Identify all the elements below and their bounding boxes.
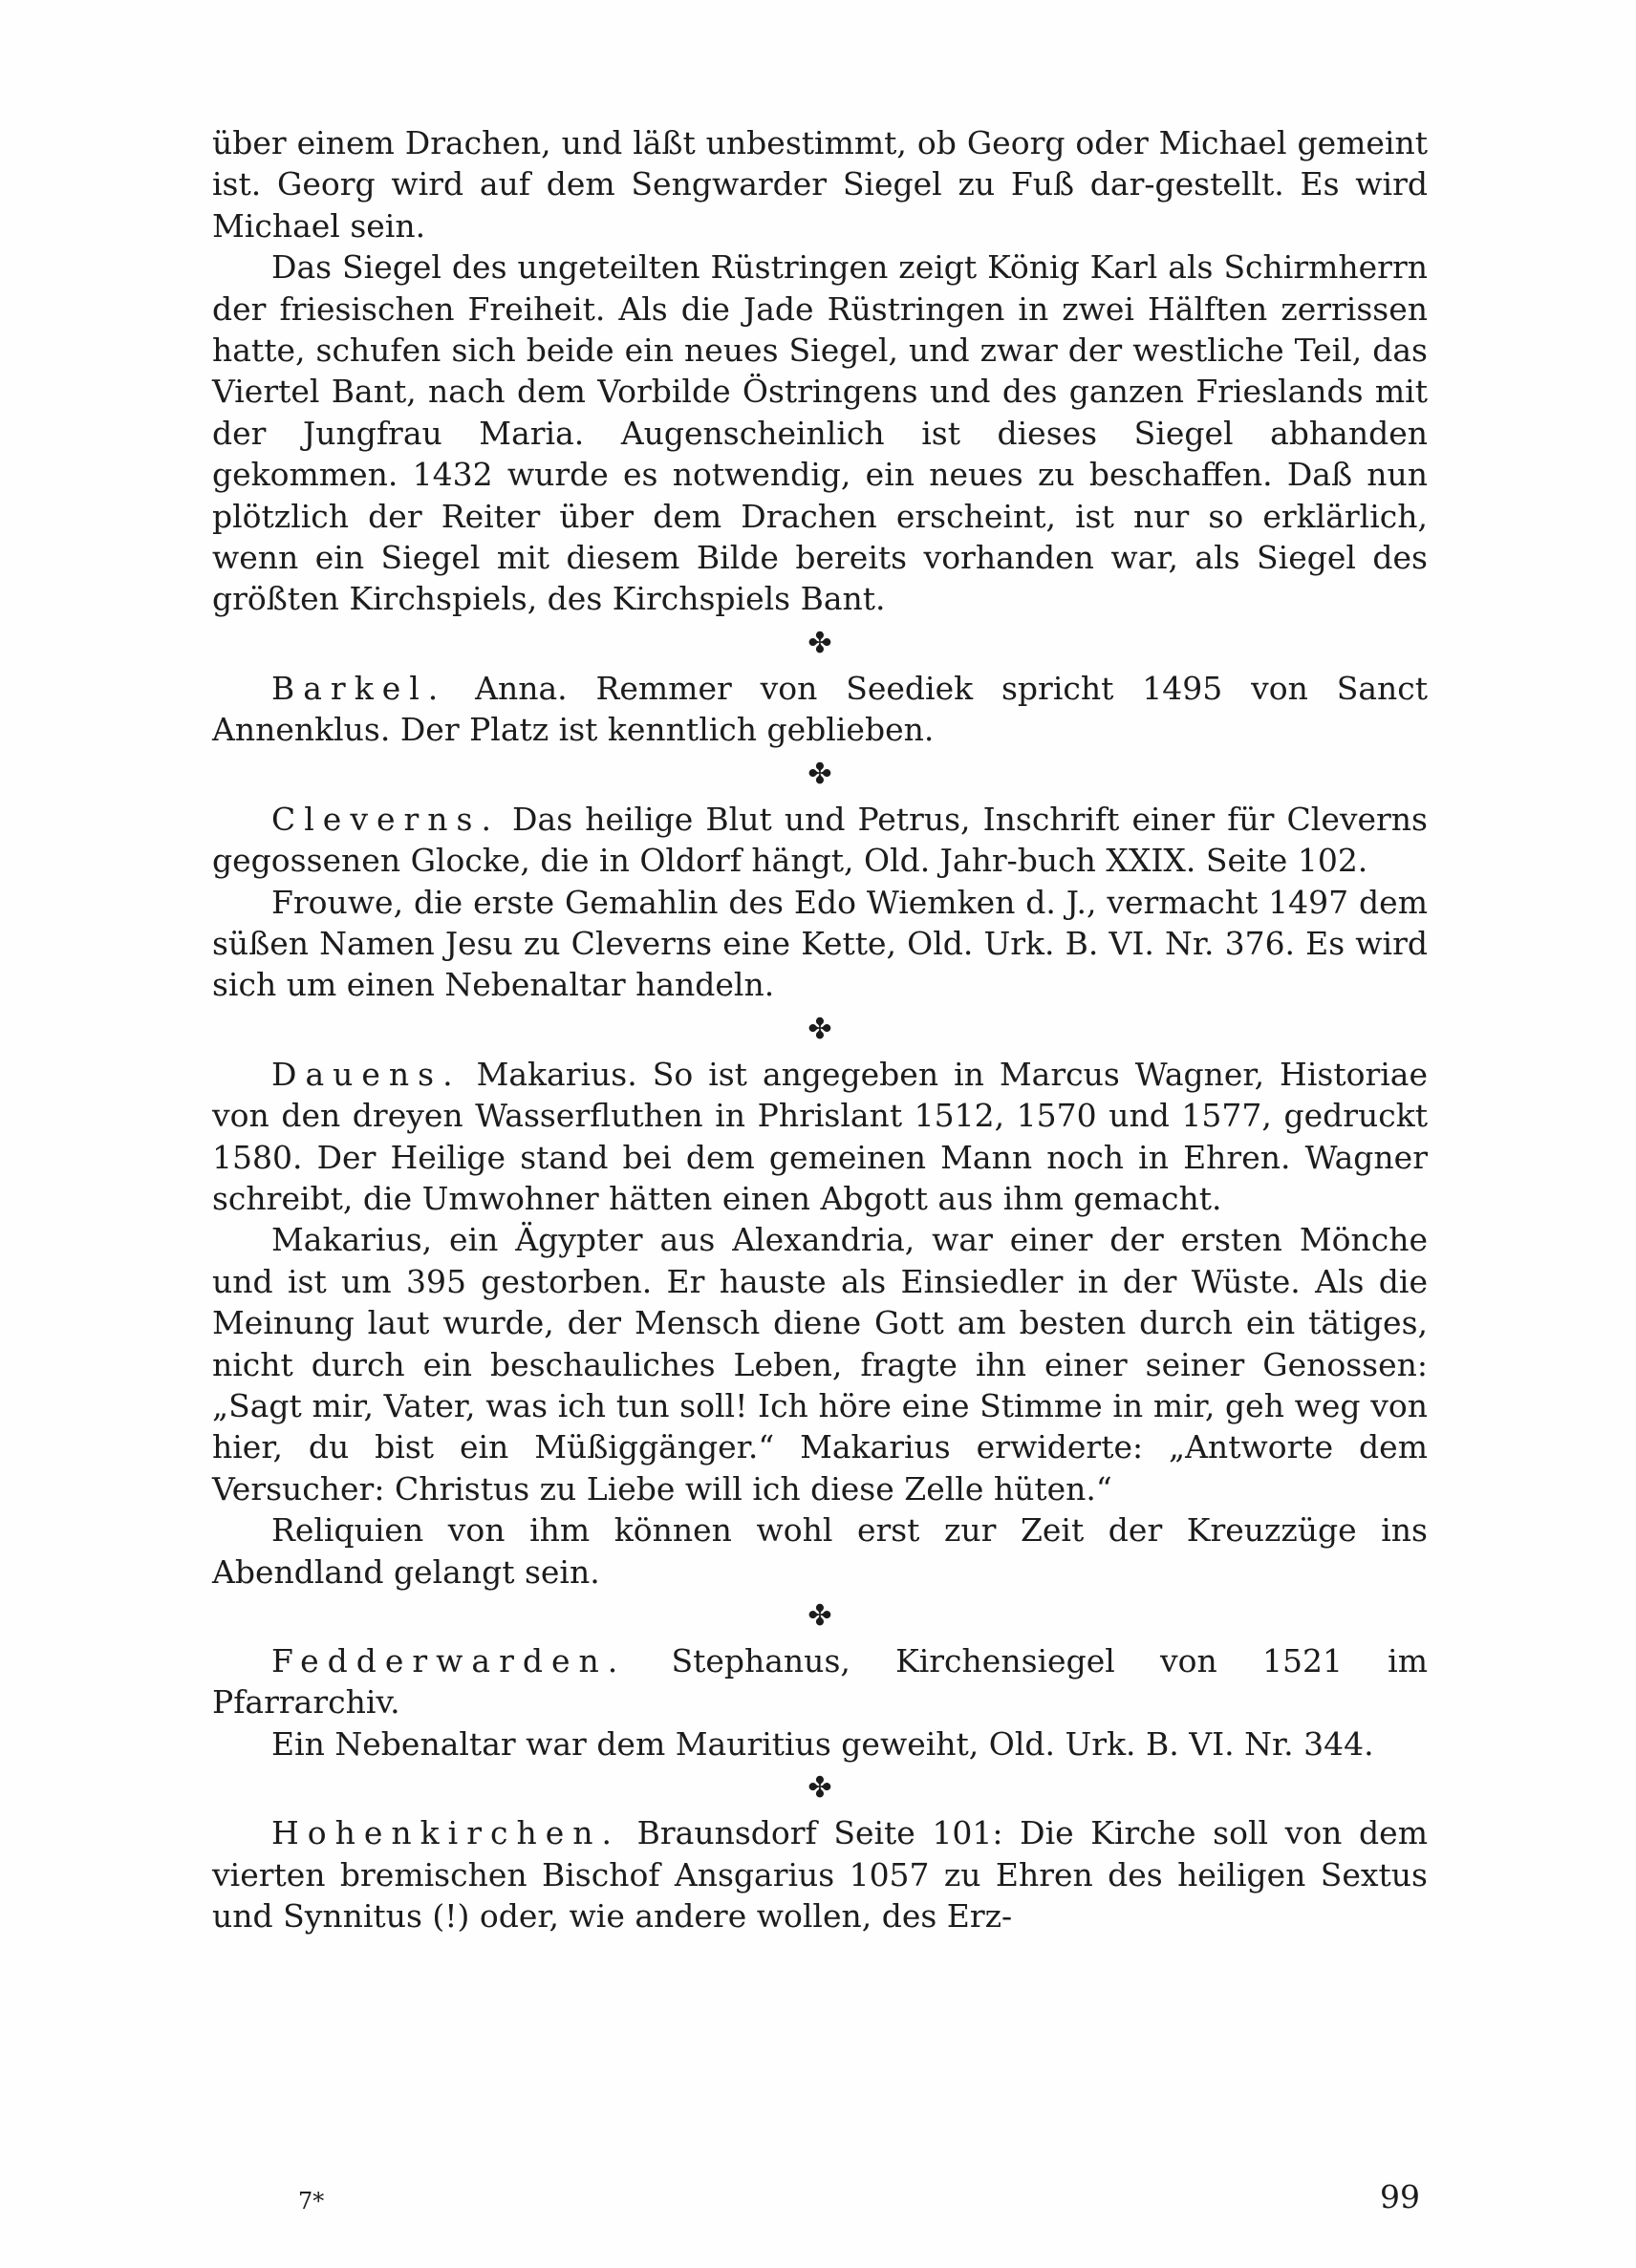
body-text bbox=[212, 122, 1428, 1936]
entry-hohenkirchen bbox=[212, 1812, 1428, 1936]
entry-text: Das heilige Blut und Petrus, Inschrift einer für Cleverns gegossenen Glocke, die in Oldorf hängt, Old. Jahr-buch XXIX. Seite 102. bbox=[212, 800, 1428, 880]
entry-text: Braunsdorf Seite 101: Die Kirche soll von dem vierten bremischen Bischof Ansgarius 1057 zu Ehren des heiligen Sextus und Synnitus (!) oder, wie andere wollen, des Erz- bbox=[212, 1814, 1428, 1936]
separator-cross-icon: ✤ bbox=[807, 757, 832, 791]
paragraph: Reliquien von ihm können wohl erst zur Zeit der Kreuzzüge ins Abendland gelangt sein. bbox=[212, 1511, 1428, 1591]
separator-cross-icon: ✤ bbox=[807, 1771, 832, 1806]
paragraph: Ein Nebenaltar war dem Mauritius geweiht, Old. Urk. B. VI. Nr. 344. bbox=[271, 1724, 1374, 1763]
separator-cross-icon: ✤ bbox=[807, 1599, 832, 1633]
entry-name: Dauens. bbox=[271, 1055, 462, 1093]
entry-name: Fedderwarden. bbox=[271, 1642, 627, 1680]
paragraph: Makarius, ein Ägypter aus Alexandria, war einer der ersten Mönche und ist um 395 gestorben. Er hauste als Einsiedler in der Wüste. Als die Meinung laut wurde, der Mensch diene Gott am besten durch ein tätiges, nicht durch ein beschauliches Leben, fragte ihn einer seiner Genossen: „Sagt mir, Vater, was ich tun soll! Ich höre eine Stimme in mir, geh weg von hier, du bist ein Müßiggänger.“ Makarius erwiderte: „Antworte dem Versucher: Christus zu Liebe will ich diese Zelle hüten.“ bbox=[212, 1221, 1428, 1508]
entry-cleverns bbox=[212, 799, 1428, 882]
entry-barkel bbox=[212, 668, 1428, 751]
paragraph: Das Siegel des ungeteilten Rüstringen zeigt König Karl als Schirmherrn der friesischen Freiheit. Als die Jade Rüstringen in zwei Hälften zerrissen hatte, schufen sich beide ein neues Siegel, und zwar der westliche Teil, das Viertel Bant, nach dem Vorbilde Östringens und des ganzen Frieslands mit der Jungfrau Maria. Augenscheinlich ist dieses Siegel abhanden gekommen. 1432 wurde es notwendig, ein neues zu beschaffen. Daß nun plötzlich der Reiter über dem Drachen erscheint, ist nur so erklärlich, wenn ein Siegel mit diesem Bilde bereits vorhanden war, als Siegel des größten Kirchspiels, des Kirchspiels Bant. bbox=[212, 248, 1428, 618]
paragraph: über einem Drachen, und läßt unbestimmt, ob Georg oder Michael gemeint ist. Georg wird auf dem Sengwarder Siegel zu Fuß dar-gestellt. Es wird Michael sein. bbox=[212, 124, 1428, 245]
entry-text: Stephanus, Kirchensiegel von 1521 im Pfarrarchiv. bbox=[212, 1642, 1428, 1722]
entry-name: Barkel. bbox=[271, 669, 447, 707]
entry-text: Anna. Remmer von Seediek spricht 1495 von Sanct Annenklus. Der Platz ist kenntlich geblieben. bbox=[212, 669, 1428, 749]
separator-cross-icon: ✤ bbox=[807, 1012, 832, 1046]
paragraph: Frouwe, die erste Gemahlin des Edo Wiemken d. J., vermacht 1497 dem süßen Namen Jesu zu Cleverns eine Kette, Old. Urk. B. VI. Nr. 376. Es wird sich um einen Nebenaltar handeln. bbox=[212, 883, 1428, 1004]
page-number: 99 bbox=[1380, 2178, 1420, 2215]
entry-fedderwarden bbox=[212, 1640, 1428, 1723]
signature-mark: 7* bbox=[298, 2188, 325, 2215]
separator-cross-icon: ✤ bbox=[807, 626, 832, 660]
entry-name: Cleverns. bbox=[271, 800, 500, 838]
entry-dauens bbox=[212, 1054, 1428, 1220]
entry-name: Hohenkirchen. bbox=[271, 1814, 621, 1852]
entry-text: Makarius. So ist angegeben in Marcus Wagner, Historiae von den dreyen Wasserfluthen in Phrislant 1512, 1570 und 1577, gedruckt 1580. Der Heilige stand bei dem gemeinen Mann noch in Ehren. Wagner schreibt, die Umwohner hätten einen Abgott aus ihm gemacht. bbox=[212, 1055, 1428, 1217]
